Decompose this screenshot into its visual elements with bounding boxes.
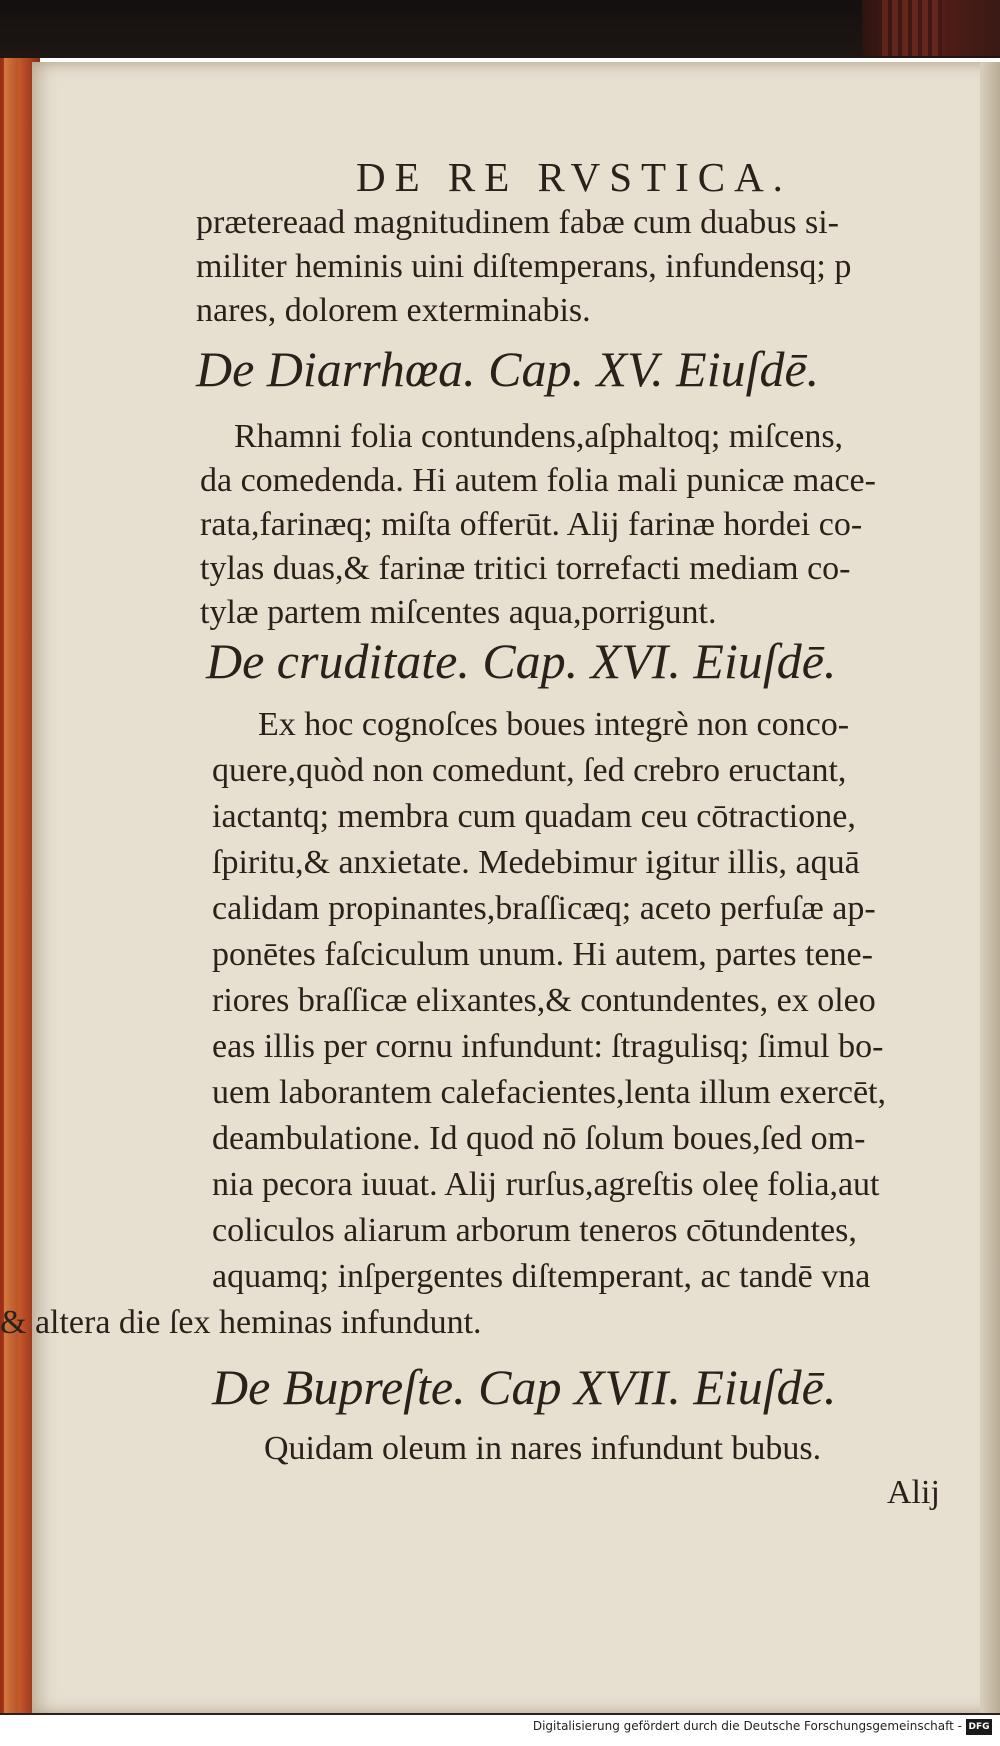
text-line: calidam propinantes,braſſicæq; aceto perfuſæ ap-: [212, 890, 876, 927]
text-line: deambulatione. Id quod nō ſolum boues,ſed om-: [212, 1120, 866, 1157]
catchword: Alij: [887, 1474, 940, 1511]
text-line: tylæ partem miſcentes aqua,porrigunt.: [200, 594, 717, 631]
text-line: nia pecora iuuat. Alij rurſus,agreſtis oleę folia,aut: [212, 1166, 880, 1203]
text-line: nares, dolorem exterminabis.: [196, 292, 591, 329]
text-line: Ex hoc cognoſces boues integrè non conco-: [258, 706, 850, 743]
text-line: uem laborantem calefacientes,lenta illum exercēt,: [212, 1074, 886, 1111]
chapter-heading-17: De Bupreſte. Cap XVII. Eiuſdē.: [212, 1359, 837, 1415]
dfg-logo: DFG: [966, 1719, 992, 1735]
text-line: ſpiritu,& anxietate. Medebimur igitur illis, aquā: [212, 844, 860, 881]
digitization-credit: Digitalisierung gefördert durch die Deutsche Forschungsgemeinschaft -: [532, 1719, 962, 1733]
chapter-heading-15: De Diarrhœa. Cap. XV. Eiuſdē.: [196, 341, 820, 397]
text-line: prætereaad magnitudinem fabæ cum duabus si-: [196, 204, 839, 241]
text-line: tylas duas,& farinæ tritici torrefacti mediam co-: [200, 550, 851, 587]
book-cover-strip: [4, 58, 18, 1713]
book-spine-edge: [862, 0, 1000, 56]
running-head: DE RE RVSTICA.: [356, 154, 792, 200]
text-line: Quidam oleum in nares infundunt bubus.: [264, 1430, 822, 1467]
page-stack-edge: [980, 62, 1000, 1714]
scan-background-top: [0, 0, 1000, 58]
chapter-heading-16: De cruditate. Cap. XVI. Eiuſdē.: [206, 633, 837, 689]
text-line: eas illis per cornu infundunt: ſtragulisq; ſimul bo-: [212, 1028, 884, 1065]
text-line: aquamq; inſpergentes diſtemperant, ac tandē vna: [212, 1258, 871, 1295]
text-line: ponētes faſciculum unum. Hi autem, partes tene-: [212, 936, 873, 973]
text-line: quere,quòd non comedunt, ſed crebro eructant,: [212, 752, 847, 789]
text-line: militer heminis uini diſtemperans, infundensq; p: [196, 248, 852, 285]
text-line: Rhamni folia contundens,aſphaltoq; miſcens,: [234, 418, 844, 455]
text-line: riores braſſicæ elixantes,& contundentes, ex oleo: [212, 982, 876, 1019]
text-line: iactantq; membra cum quadam ceu cōtractione,: [212, 798, 856, 835]
text-line: & altera die ſex heminas infundunt.: [0, 1304, 482, 1341]
text-line: coliculos aliarum arborum teneros cōtundentes,: [212, 1212, 857, 1249]
text-line: rata,farinæq; miſta offerūt. Alij farinæ hordei co-: [200, 506, 863, 543]
text-line: da comedenda. Hi autem folia mali punicæ mace-: [200, 462, 876, 499]
